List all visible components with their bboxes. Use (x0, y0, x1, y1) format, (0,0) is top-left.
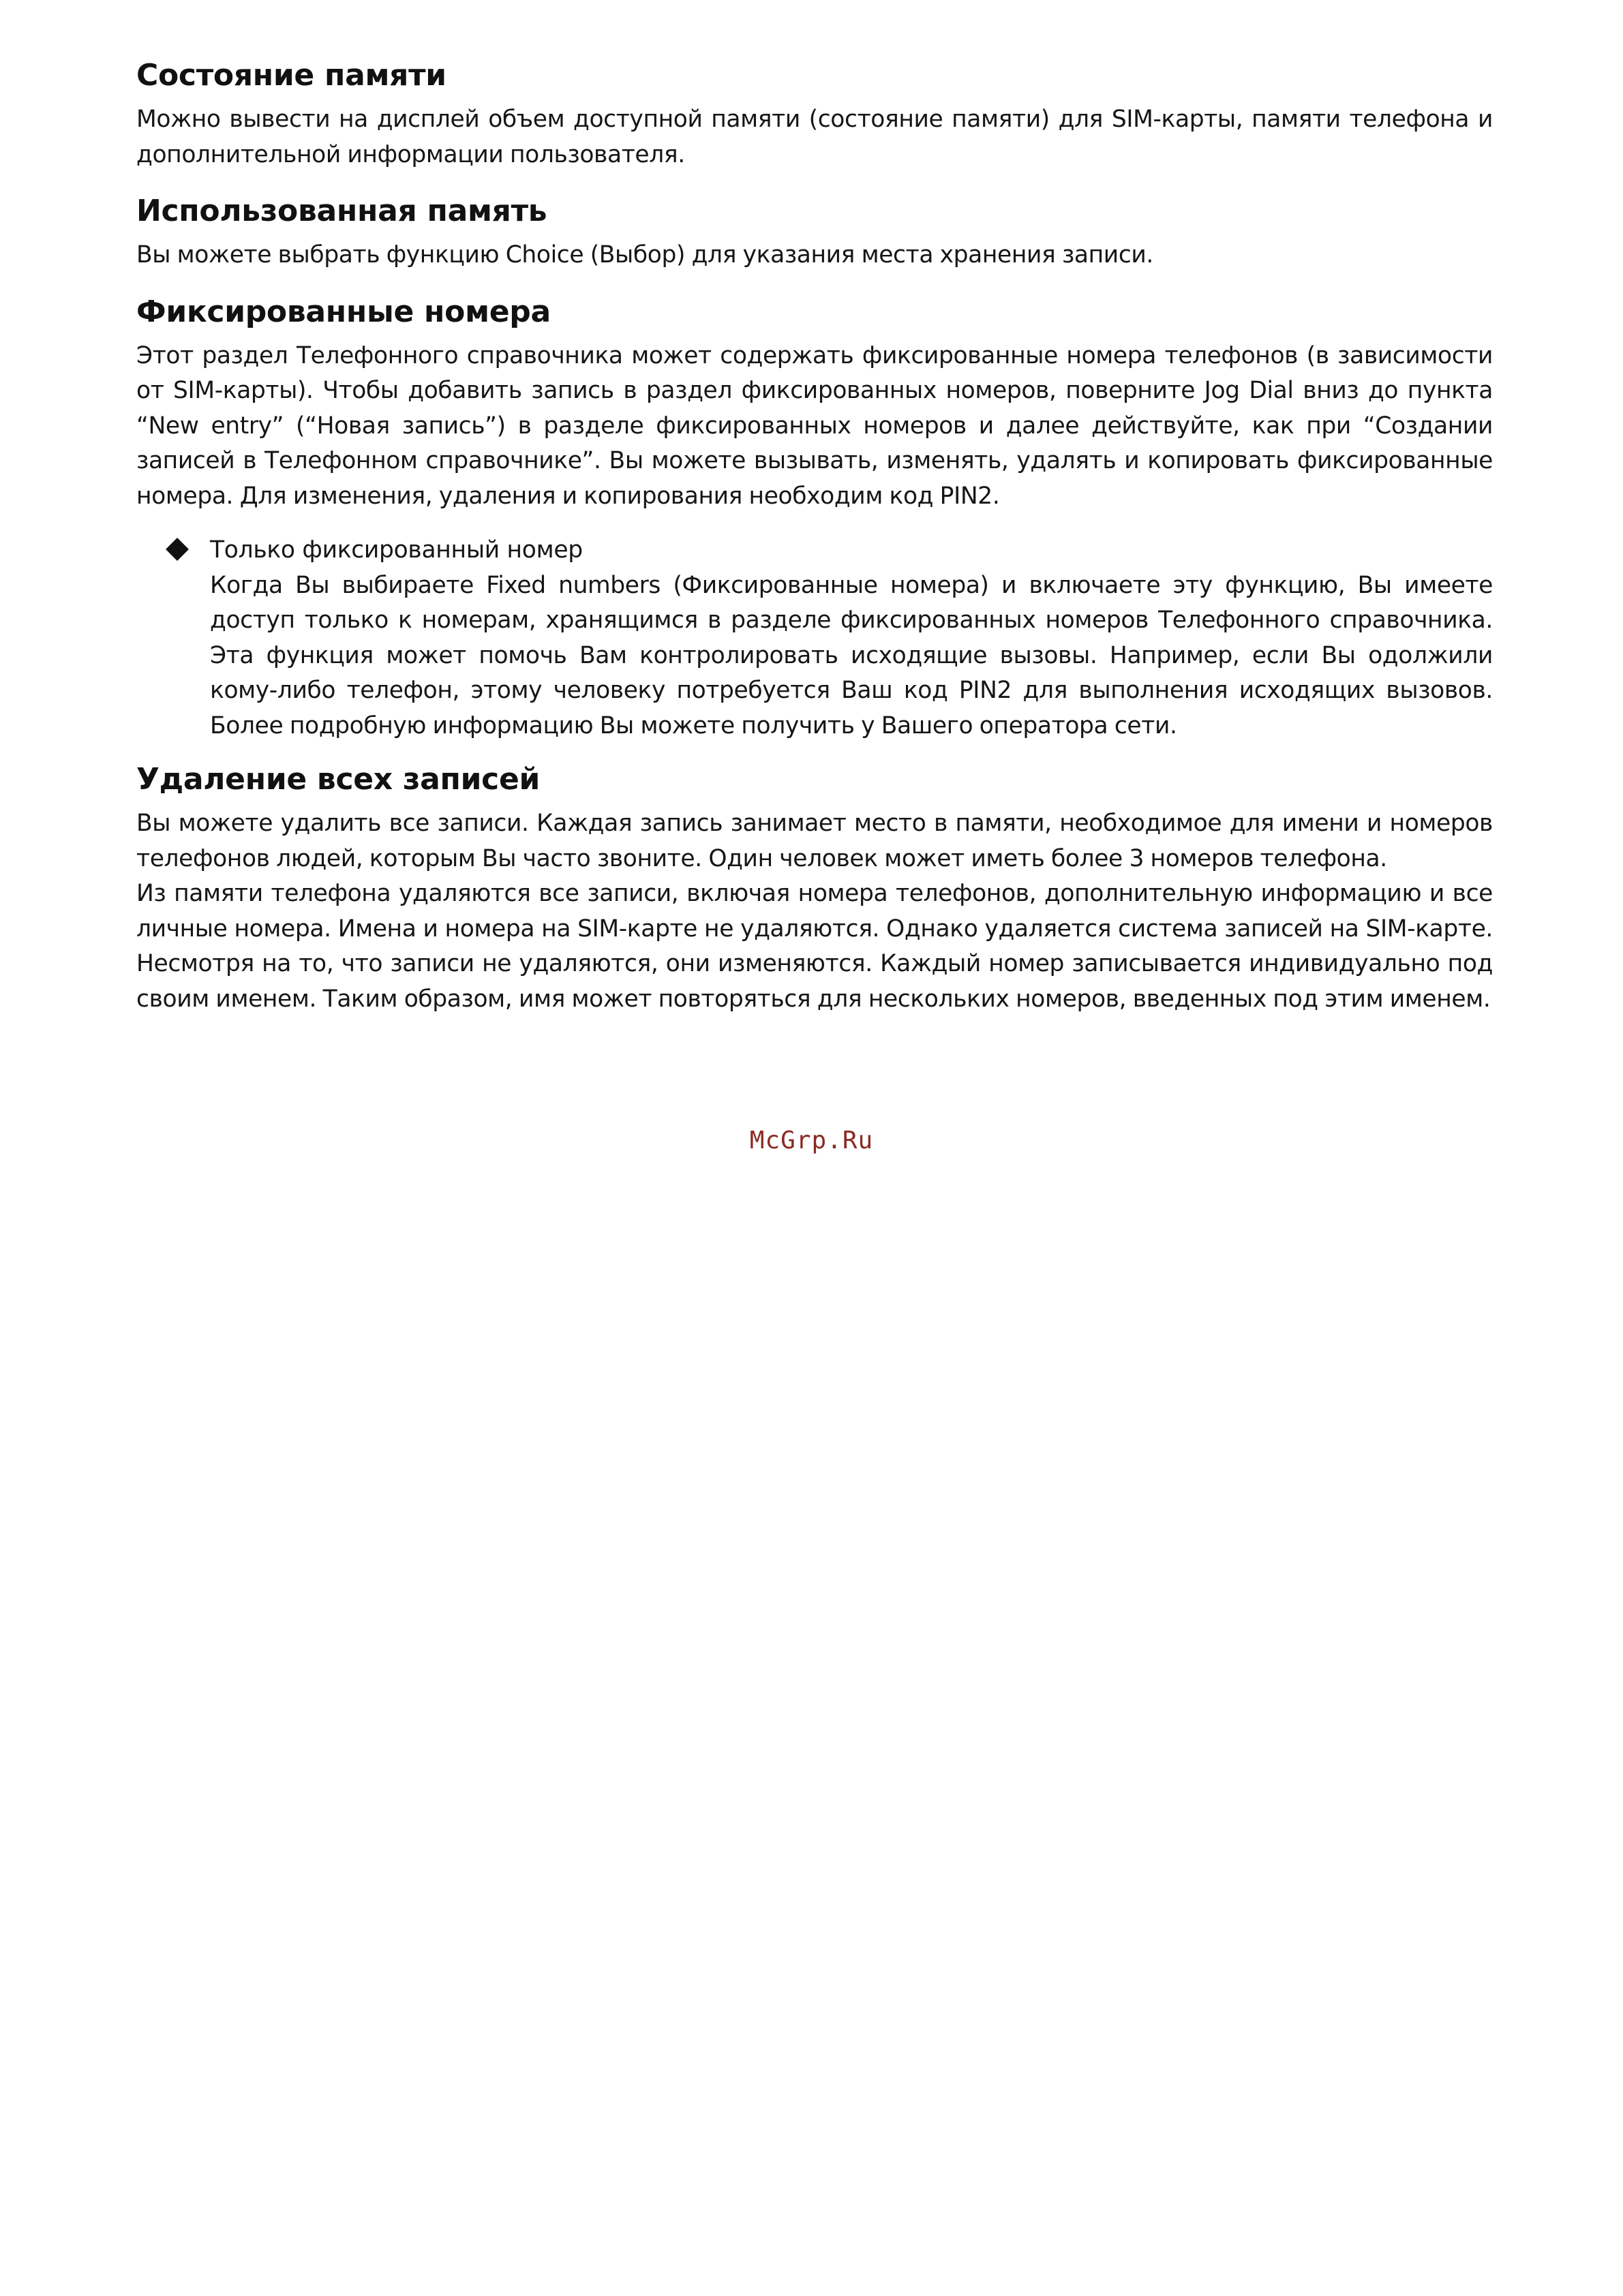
section-delete-all (136, 759, 1493, 1017)
section-heading: Фиксированные номера (136, 294, 551, 329)
section-paragraph: Вы можете выбрать функцию Choice (Выбор) для указания места хранения записи. (136, 241, 1153, 269)
bullet-item-fixed-only (136, 533, 1493, 744)
section-fixed-numbers (136, 291, 1493, 744)
section-used-memory (136, 190, 1493, 273)
diamond-bullet-icon (166, 538, 189, 561)
section-paragraph: Из памяти телефона удаляются все записи, включая номера телефонов, дополнительную информацию и все личные номера. Имена и номера на SIM-карте не удаляются. Однако удаляется система записей на SIM-карте. Несмотря на то, что записи не удаляются, они изменяются. Каждый номер записывается индивидуально под своим именем. Таким образом, имя может повторяться для нескольких номеров, введенных под этим именем. (136, 880, 1493, 1013)
section-paragraph: Этот раздел Телефонного справочника может содержать фиксированные номера телефонов (в зависимости от SIM-карты). Чтобы добавить запись в раздел фиксированных номеров, поверните Jog Dial вниз до пункта “New entry” (“Новая запись”) в разделе фиксированных номеров и далее действуйте, как при “Создании записей в Телефонном справочнике”. Вы можете вызывать, изменять, удалять и копировать фиксированные номера. Для изменения, удаления и копирования необходим код PIN2. (136, 341, 1493, 510)
section-heading: Состояние памяти (136, 58, 446, 93)
page-content (136, 55, 1493, 1017)
watermark: McGrp.Ru (749, 1127, 874, 1154)
bullet-title: Только фиксированный номер (210, 536, 583, 564)
section-heading: Использованная память (136, 194, 547, 228)
section-paragraph: Можно вывести на дисплей объем доступной памяти (состояние памяти) для SIM-карты, памяти телефона и дополнительной информации пользователя. (136, 106, 1493, 168)
section-memory-state (136, 55, 1493, 172)
section-paragraph: Вы можете удалить все записи. Каждая запись занимает место в памяти, необходимое для имени и номеров телефонов людей, которым Вы часто звоните. Один человек может иметь более 3 номеров телефона. (136, 810, 1493, 872)
bullet-paragraph: Когда Вы выбираете Fixed numbers (Фиксированные номера) и включаете эту функцию, Вы имеете доступ только к номерам, хранящимся в разделе фиксированных номеров Телефонного справочника. Эта функция может помочь Вам контролировать исходящие вызовы. Например, если Вы одолжили кому-либо телефон, этому человеку потребуется Ваш код PIN2 для выполнения исходящих вызовов. Более подробную информацию Вы можете получить у Вашего оператора сети. (210, 571, 1493, 739)
section-heading: Удаление всех записей (136, 762, 541, 797)
